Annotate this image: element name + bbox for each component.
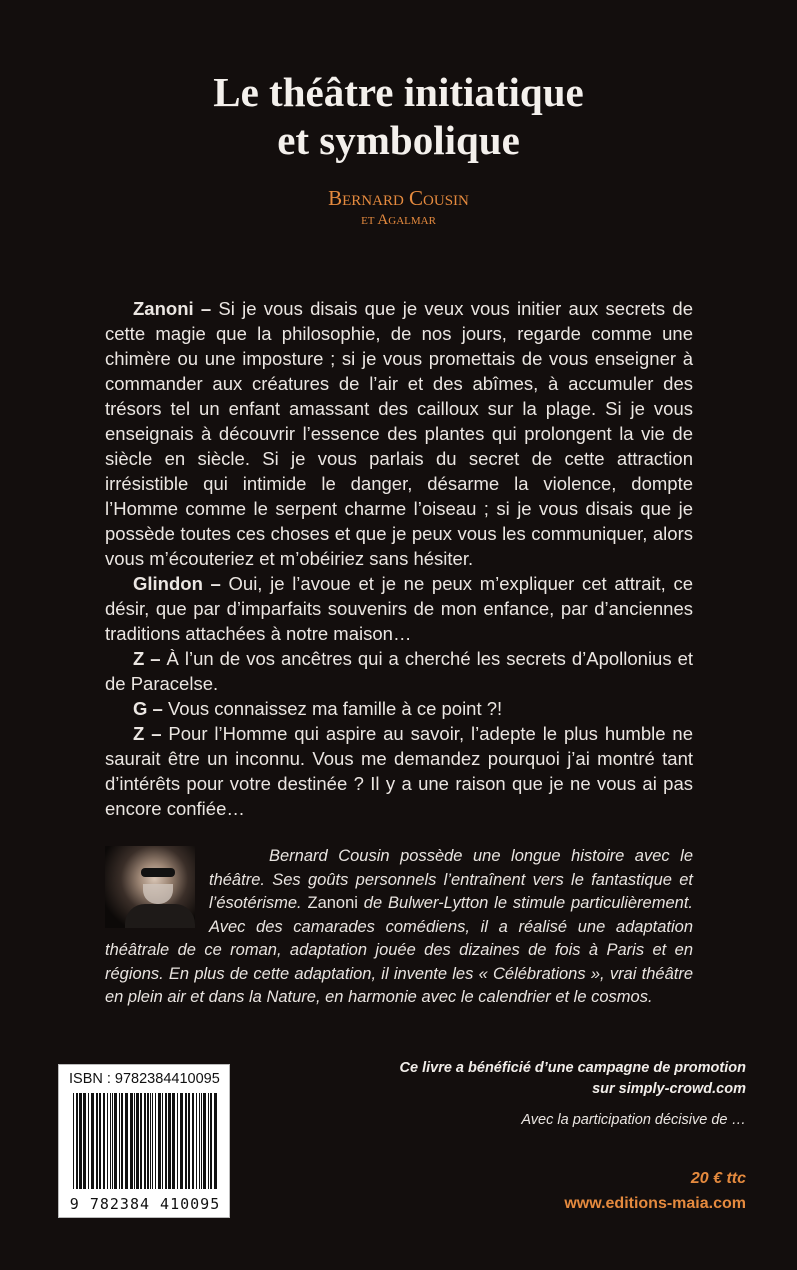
- dialogue-paragraph: [105, 721, 693, 821]
- promo-line: Ce livre a bénéficié d’une campagne de promotion: [399, 1060, 746, 1076]
- dialogue-paragraph: [105, 646, 693, 696]
- dialogue-text: Si je vous disais que je veux vous initier aux secrets de cette magie que la philosophie, de nos jours, regarde comme une chimère ou une imposture ; si je vous promettais de vous enseigner à commander aux créatures de l’air et des abîmes, à accumuler des trésors tel un enfant amassant des cailloux sur la plage. Si je vous enseignais à découvrir l’essence des plantes qui prolongent la vie de siècle en siècle. Si je vous parlais du secret de cette attraction irrésistible qui intimide le danger, désarme la violence, dompte l’Homme comme le serpent charme l’oiseau ; si je vous disais que je possède toutes ces choses et que je peux vous les communiquer, alors vous m’écouteriez et m’obéiriez sans hésiter.: [105, 298, 693, 569]
- barcode-bar: [99, 1093, 101, 1189]
- barcode-bar: [165, 1093, 167, 1189]
- participation-text: Avec la participation décisive de …: [521, 1112, 746, 1128]
- dialogue-text: Pour l’Homme qui aspire au savoir, l’adepte le plus humble ne saurait être un inconnu. Vous me demandez pourquoi j’ai montré tant d’intérêts pour votre destinée ? Il y a une raison que je ne vous ai pas encore confiée…: [105, 723, 693, 819]
- barcode-digits: 9 782384 410095: [69, 1195, 221, 1213]
- speaker-label: G –: [133, 698, 163, 719]
- barcode-bar: [150, 1093, 151, 1189]
- barcode-bar: [91, 1093, 94, 1189]
- book-title: [0, 68, 797, 164]
- isbn-label: ISBN : 9782384410095: [69, 1071, 220, 1087]
- barcode-bar: [125, 1093, 128, 1189]
- barcode-bar: [210, 1093, 212, 1189]
- barcode-bar: [83, 1093, 86, 1189]
- speaker-label: Glindon –: [133, 573, 221, 594]
- bio-text-start: Bernard Cousin possède une longue histoire avec le théâtre. Ses goûts personnels l’entraînent vers le fantastique et l’ésotérisme.: [209, 847, 693, 912]
- barcode-bar: [180, 1093, 183, 1189]
- barcode-bar: [188, 1093, 190, 1189]
- barcode-bar: [103, 1093, 105, 1189]
- barcode-bar: [114, 1093, 117, 1189]
- barcode-bar: [196, 1093, 197, 1189]
- barcode-bar: [192, 1093, 194, 1189]
- author-name: Bernard Cousin: [328, 186, 469, 210]
- dialogue-text: Oui, je l’avoue et je ne peux m’expliquer cet attrait, ce désir, que par d’imparfaits souvenirs de mon enfance, par d’anciennes traditions attachées à notre maison…: [105, 573, 693, 644]
- bio-book-title: Zanoni: [307, 894, 358, 912]
- speaker-label: Z –: [133, 723, 162, 744]
- barcode-bar: [214, 1093, 217, 1189]
- speaker-label: Z –: [133, 648, 161, 669]
- barcode-bar: [136, 1093, 139, 1189]
- dialogue-paragraph: [105, 571, 693, 646]
- barcode-bar: [88, 1093, 89, 1189]
- promo-line: sur simply-crowd.com: [592, 1081, 746, 1097]
- book-title-line2: et symbolique: [277, 117, 520, 163]
- barcode-bar: [208, 1093, 209, 1189]
- publisher-website: www.editions-maia.com: [564, 1195, 746, 1212]
- barcode-bar: [172, 1093, 175, 1189]
- barcode-bar: [177, 1093, 178, 1189]
- promo-text: [326, 1058, 746, 1100]
- barcode-bar: [185, 1093, 187, 1189]
- barcode: [58, 1064, 230, 1218]
- barcode-bar: [76, 1093, 78, 1189]
- barcode-bar: [110, 1093, 111, 1189]
- barcode-bar: [140, 1093, 142, 1189]
- barcode-bar: [121, 1093, 123, 1189]
- barcode-bar: [96, 1093, 98, 1189]
- author-bio: [105, 845, 693, 1010]
- barcode-bar: [119, 1093, 120, 1189]
- barcode-bar: [144, 1093, 146, 1189]
- book-title-line1: Le théâtre initiatique: [213, 69, 584, 115]
- barcode-bars: [73, 1093, 217, 1189]
- barcode-bar: [199, 1093, 200, 1189]
- barcode-bar: [162, 1093, 163, 1189]
- barcode-bar: [158, 1093, 161, 1189]
- barcode-bar: [130, 1093, 133, 1189]
- dialogue-text: À l’un de vos ancêtres qui a cherché les secrets d’Apollonius et de Paracelse.: [105, 648, 694, 694]
- price: 20 € ttc: [690, 1170, 746, 1187]
- barcode-bar: [147, 1093, 149, 1189]
- bio-text-end: de Bulwer-Lytton le stimule particulièrement. Avec des camarades comédiens, il a réalisé une adaptation théâtrale de ce roman, adaptation jouée des dizaines de fois à Paris et en régions. En plus de cette adaptation, il invente les « Célébrations », vrai théâtre en plein air et dans la Nature, en harmonie avec le calendrier et le cosmos.: [105, 894, 693, 1006]
- barcode-bar: [112, 1093, 113, 1189]
- barcode-bar: [203, 1093, 206, 1189]
- barcode-bar: [152, 1093, 153, 1189]
- speaker-label: Zanoni –: [133, 298, 212, 319]
- barcode-bar: [134, 1093, 135, 1189]
- barcode-bar: [79, 1093, 82, 1189]
- barcode-bar: [155, 1093, 156, 1189]
- barcode-bar: [168, 1093, 171, 1189]
- dialogue-text: Vous connaissez ma famille à ce point ?!: [162, 698, 503, 719]
- barcode-bar: [73, 1093, 74, 1189]
- dialogue-paragraph: [105, 696, 693, 721]
- excerpt-dialogue: [105, 296, 693, 821]
- barcode-bar: [107, 1093, 108, 1189]
- dialogue-paragraph: [105, 296, 693, 571]
- coauthor-name: et Agalmar: [361, 212, 436, 228]
- barcode-bar: [201, 1093, 202, 1189]
